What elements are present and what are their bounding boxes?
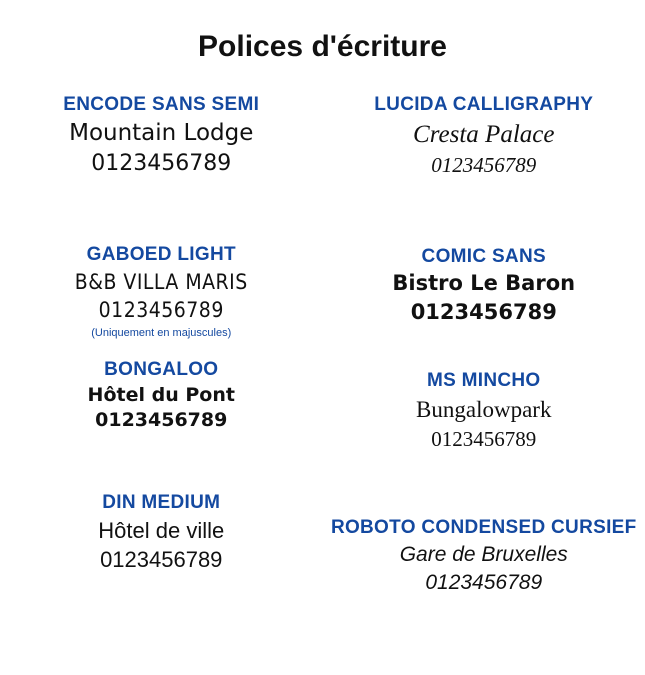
font-name: ENCODE SANS SEMI [0, 92, 323, 118]
font-entry-comic-sans [323, 244, 645, 326]
font-sample-digits: 0123456789 [0, 545, 323, 575]
font-sample-text: B&B VILLA MARIS [0, 268, 323, 296]
font-grid [0, 92, 645, 607]
font-entry-gaboed-light [0, 242, 323, 341]
font-sample-digits: 0123456789 [0, 408, 323, 434]
font-name: MS MINCHO [323, 368, 645, 394]
font-column-right [323, 92, 645, 607]
font-name: COMIC SANS [323, 244, 645, 270]
font-sample-digits: 0123456789 [0, 149, 323, 179]
font-name: DIN MEDIUM [0, 490, 323, 516]
font-sample-text: Hôtel du Pont [0, 383, 323, 409]
font-sample-digits: 0123456789 [323, 569, 645, 597]
font-note: (Uniquement en majuscules) [0, 326, 323, 341]
font-entry-ms-mincho [323, 368, 645, 453]
font-entry-din-medium [0, 490, 323, 575]
font-name: LUCIDA CALLIGRAPHY [323, 92, 645, 118]
font-sample-text: Bungalowpark [323, 394, 645, 425]
font-sample-digits: 0123456789 [323, 425, 645, 453]
font-sample-digits: 0123456789 [323, 298, 645, 326]
font-name: BONGALOO [0, 357, 323, 383]
font-name: GABOED LIGHT [0, 242, 323, 268]
font-sample-digits: 0123456789 [0, 296, 323, 324]
font-column-left [0, 92, 323, 607]
font-entry-lucida-calligraphy [323, 92, 645, 180]
page-title: Polices d'écriture [0, 30, 645, 64]
font-sample-text: Gare de Bruxelles [323, 541, 645, 569]
font-sample-text: Bistro Le Baron [323, 269, 645, 297]
font-entry-encode-sans-semi [0, 92, 323, 178]
font-entry-bongaloo [0, 357, 323, 434]
font-catalog-page [0, 30, 645, 675]
font-sample-digits: 0123456789 [323, 151, 645, 179]
font-sample-text: Mountain Lodge [0, 118, 323, 149]
font-name: ROBOTO CONDENSED CURSIEF [323, 515, 645, 541]
font-sample-text: Hôtel de ville [0, 516, 323, 546]
font-sample-text: Cresta Palace [323, 118, 645, 152]
font-entry-roboto-condensed-cursief [323, 515, 645, 597]
